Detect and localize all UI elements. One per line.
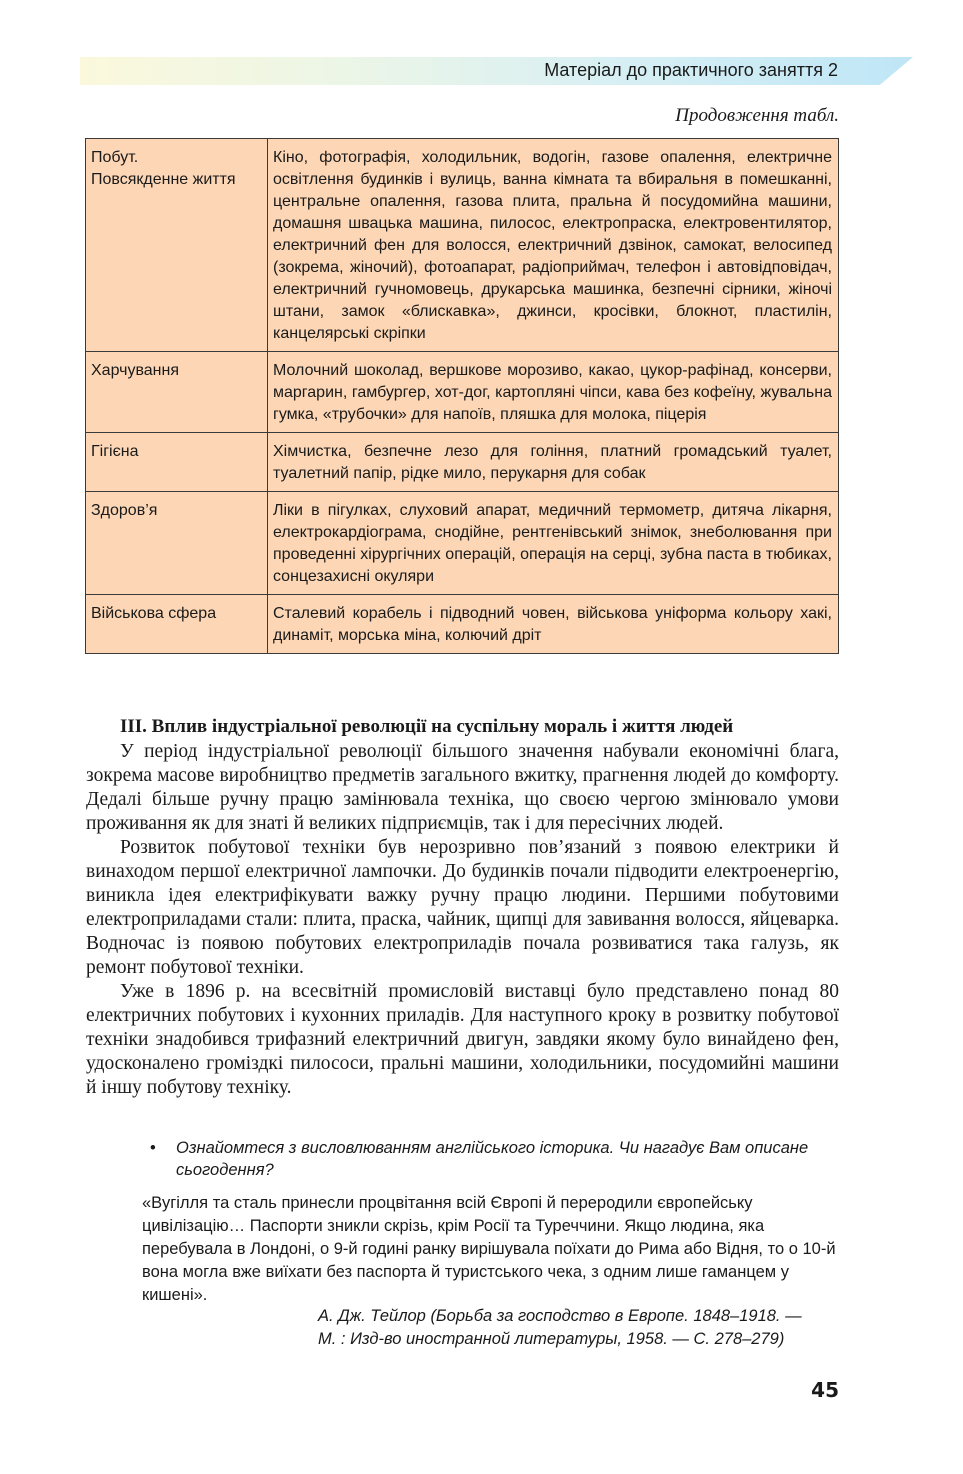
table-row [86, 352, 839, 433]
quote-text: «Вугілля та сталь принесли процвітання всій Європі й переродили європейську цивілізацію… Паспорти зникли скрізь, крім Росії та Туреччини. Якщо людина, яка перебувала в Лондоні, о 9-й годині ранку вирішувала поїхати до Рима або Відня, то о 10-й вона могла вже виїхати без паспорта й туристського чека, з одним лише гаманцем у кишені». [142, 1194, 836, 1304]
items-cell: Молочний шоколад, вершкове морозиво, какао, цукор-рафінад, консерви, маргарин, гамбургер, хот-дог, картопляні чіпси, кава без кофеїну, жувальна гумка, «трубочки» для напоїв, пляшка для молока, піцерія [268, 352, 839, 433]
section-body [86, 740, 839, 1100]
items-cell: Ліки в пігулках, слуховий апарат, медичний термометр, дитяча лікарня, електрокардіограма, снодійне, рентгенівський знімок, знеболювання при проведенні хірургічних операцій, операція на серці, зубна паста в тюбиках, сонцезахисні окуляри [268, 492, 839, 595]
section-heading: ІІІ. Вплив індустріальної революції на суспільну мораль і життя людей [120, 716, 734, 737]
bullet-icon: • [150, 1139, 156, 1157]
category-cell [86, 139, 268, 352]
table-row [86, 433, 839, 492]
category-cell: Харчування [86, 352, 268, 433]
category-cell: Військова сфера [86, 595, 268, 654]
header-title: Матеріал до практичного заняття 2 [544, 60, 838, 80]
table-row [86, 139, 839, 352]
items-cell: Сталевий корабель і підводний човен, військова уніформа кольору хакі, динаміт, морська міна, колючий дріт [268, 595, 839, 654]
items-cell: Хімчистка, безпечне лезо для гоління, платний громадський туалет, туалетний папір, рідке мило, перукарня для собак [268, 433, 839, 492]
source-line: М. : Изд-во иностранной литературы, 1958. — С. 278–279) [318, 1330, 785, 1348]
paragraph: Розвиток побутової техніки був нерозривно пов’язаний з появою електрики й винаходом першої електричної лампочки. До будинків почали підводити електроенергію, виникла ідея електрифікувати важку ручну працю людини. Першими побутовими електроприладами стали: плита, праска, чайник, щипці для завивання волосся, яйцеварка. Водночас із появою побутових електроприладів почала розвиватися така галузь, як ремонт побутової техніки. [86, 837, 839, 978]
category-cell: Здоров’я [86, 492, 268, 595]
source-line: А. Дж. Тейлор (Борьба за господство в Европе. 1848–1918. — [318, 1307, 802, 1325]
page-number: 45 [811, 1378, 839, 1402]
category-cell: Гігієна [86, 433, 268, 492]
paragraph: Уже в 1896 р. на всесвітній промисловій виставці було представлено понад 80 електричних побутових і кухонних приладів. Для наступного кроку в розвитку побутової техніки знадобився трифазний електричний двигун, завдяки якому було винайдено фен, удосконалено громіздкі пилососи, пральні машини, холодильники, посудомийні машини й іншу побутову техніку. [86, 981, 839, 1098]
category-label: Побут. Повсякденне життя [91, 149, 236, 188]
paragraph: У період індустріальної революції більшого значення набували економічні блага, зокрема масове виробництво предметів загального вжитку, прагнення людей до комфорту. Дедалі більше ручну працю замінювала техніка, що своєю чергою змінювало умови проживання як для знаті й великих підприємців, так і для пересічних людей. [86, 741, 839, 834]
task-text: Ознайомтеся з висловлюванням англійського історика. Чи нагадує Вам описане сьогодення? [176, 1139, 809, 1179]
quote-source [318, 1305, 843, 1351]
inventions-table [85, 138, 839, 654]
table-continued-label: Продовження табл. [675, 105, 839, 126]
task-item [150, 1137, 840, 1181]
items-cell: Кіно, фотографія, холодильник, водогін, газове опалення, електричне освітлення будинків і вулиць, ванна кімната та вбиральня в помешканні, центральне опалення, газова плита, пральна й посудомийна машини, домашня швацька машина, пилосос, електропраска, електровентилятор, електричний фен для волосся, електричний дзвінок, самокат, велосипед (зокрема, жіночий), фотоапарат, радіоприймач, телефон і автовідповідач, електричний гучномовець, друкарська машинка, безпечні сірники, жіночі штани, замок «блискавка», джинси, кросівки, блокнот, пластилін, канцелярські скріпки [268, 139, 839, 352]
table-row [86, 492, 839, 595]
table-row [86, 595, 839, 654]
